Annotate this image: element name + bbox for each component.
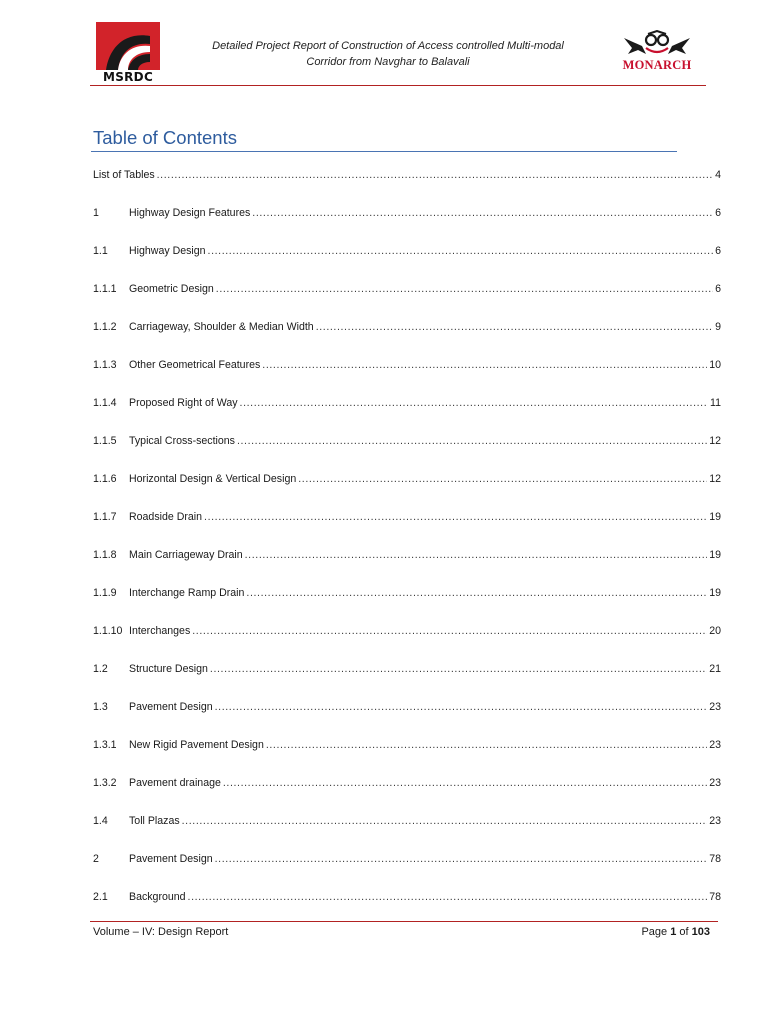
toc-entry-title[interactable]: Pavement drainage (129, 777, 221, 789)
toc-entry[interactable] (93, 774, 721, 812)
toc-entry-page[interactable]: 19 (709, 587, 721, 599)
toc-entry[interactable] (93, 204, 721, 242)
toc-entry-page[interactable]: 20 (709, 625, 721, 637)
toc-dot-leader (208, 242, 714, 260)
toc-entry-number: 1.1.7 (93, 511, 117, 523)
monarch-logo-text: MONARCH (622, 58, 692, 72)
toc-entry[interactable] (93, 242, 721, 280)
msrdc-logo (96, 22, 160, 84)
toc-entry-page[interactable]: 6 (715, 283, 721, 295)
header-title-line2: Corridor from Navghar to Balavali (306, 56, 470, 68)
toc-heading: Table of Contents (93, 127, 237, 148)
toc-entry[interactable] (93, 622, 721, 660)
header-divider (90, 85, 706, 86)
toc-dot-leader (215, 850, 708, 868)
footer-page-total: 103 (691, 926, 710, 938)
toc-entry-page[interactable]: 78 (709, 853, 721, 865)
footer-page-current: 1 (670, 926, 677, 938)
toc-entry-page[interactable]: 19 (709, 549, 721, 561)
toc-entry[interactable] (93, 850, 721, 888)
footer-page-of: of (679, 926, 689, 938)
toc-entry-title[interactable]: Toll Plazas (129, 815, 180, 827)
toc-entry-title[interactable]: Pavement Design (129, 701, 213, 713)
toc-entry-page[interactable]: 23 (709, 777, 721, 789)
toc-entry[interactable] (93, 660, 721, 698)
toc-entry-page[interactable]: 19 (709, 511, 721, 523)
toc-entry-title[interactable]: Proposed Right of Way (129, 397, 238, 409)
toc-entry-number: 1 (93, 207, 99, 219)
toc-entry-page[interactable]: 23 (709, 701, 721, 713)
toc-entry-title[interactable]: Horizontal Design & Vertical Design (129, 473, 297, 485)
footer-page-label: Page (641, 926, 668, 938)
toc-entry-number: 1.1.5 (93, 435, 117, 447)
toc-dot-leader (262, 356, 707, 374)
monarch-logo (618, 30, 696, 74)
toc-entry-title[interactable]: Roadside Drain (129, 511, 203, 523)
toc-entry-title[interactable]: Interchanges (129, 625, 191, 637)
toc-entry-title[interactable]: Highway Design Features (129, 207, 251, 219)
toc-dot-leader (316, 318, 713, 336)
toc-entry-page[interactable]: 23 (709, 815, 721, 827)
toc-entry[interactable] (93, 812, 721, 850)
toc-entry-page[interactable]: 11 (710, 397, 721, 409)
toc-entry-page[interactable]: 10 (709, 359, 721, 371)
toc-entry-number: 1.1 (93, 245, 108, 257)
toc-dot-leader (188, 888, 708, 906)
toc-entry-title[interactable]: Structure Design (129, 663, 208, 675)
toc-entry[interactable] (93, 736, 721, 774)
toc-entry-number: 1.3.1 (93, 739, 117, 751)
toc-entry-number: 1.1.1 (93, 283, 117, 295)
monarch-emblem-icon (618, 30, 696, 58)
toc-dot-leader (215, 698, 708, 716)
toc-dot-leader (192, 622, 707, 640)
toc-entry-page[interactable]: 4 (715, 169, 721, 181)
toc-entry-title[interactable]: Carriageway, Shoulder & Median Width (129, 321, 314, 333)
toc-entry-number: 1.1.3 (93, 359, 117, 371)
msrdc-logo-mark (96, 22, 160, 70)
toc-entry-number: 1.1.8 (93, 549, 117, 561)
toc-entry[interactable] (93, 508, 721, 546)
footer-divider (90, 921, 718, 922)
toc-dot-leader (204, 508, 707, 526)
toc-entry-title[interactable]: Typical Cross-sections (129, 435, 235, 447)
toc-entry-page[interactable]: 9 (715, 321, 721, 333)
toc-entry-title[interactable]: Background (129, 891, 186, 903)
toc-entry-title[interactable]: Other Geometrical Features (129, 359, 261, 371)
toc-entry-number: 2.1 (93, 891, 108, 903)
toc-entry[interactable] (93, 546, 721, 584)
toc-dot-leader (240, 394, 708, 412)
toc-entry-number: 2 (93, 853, 99, 865)
toc-entry-number: 1.3.2 (93, 777, 117, 789)
toc-dot-leader (252, 204, 713, 222)
toc-entry-number: 1.1.2 (93, 321, 117, 333)
toc-entry-number: 1.1.9 (93, 587, 117, 599)
toc-dot-leader (157, 166, 713, 184)
toc-entry-title[interactable]: List of Tables (93, 169, 155, 181)
toc-entry-page[interactable]: 6 (715, 207, 721, 219)
toc-entry-number: 1.4 (93, 815, 108, 827)
toc-dot-leader (223, 774, 707, 792)
toc-entry-number: 1.1.6 (93, 473, 117, 485)
toc-entry[interactable] (93, 318, 721, 356)
toc-entry[interactable] (93, 394, 721, 432)
toc-entry-page[interactable]: 78 (709, 891, 721, 903)
toc-dot-leader (266, 736, 707, 754)
toc-entry-page[interactable]: 12 (709, 473, 721, 485)
toc-dot-leader (246, 584, 707, 602)
toc-entry[interactable] (93, 584, 721, 622)
toc-entry-title[interactable]: Highway Design (129, 245, 206, 257)
toc-dot-leader (298, 470, 707, 488)
toc-entry-page[interactable]: 23 (709, 739, 721, 751)
toc-entry[interactable] (93, 470, 721, 508)
toc-entry-title[interactable]: Main Carriageway Drain (129, 549, 243, 561)
toc-entry[interactable] (93, 166, 721, 204)
toc-entry[interactable] (93, 432, 721, 470)
document-header-title (170, 38, 606, 70)
toc-entry-number: 1.3 (93, 701, 108, 713)
toc-entry-title[interactable]: Interchange Ramp Drain (129, 587, 245, 599)
toc-dot-leader (216, 280, 713, 298)
toc-list (93, 166, 721, 926)
toc-entry-title[interactable]: Geometric Design (129, 283, 214, 295)
page-header (0, 0, 768, 90)
footer-page-number (560, 926, 710, 938)
toc-entry[interactable] (93, 356, 721, 394)
header-title-line1: Detailed Project Report of Construction of Access controlled Multi-modal (212, 40, 564, 52)
toc-entry-number: 1.1.4 (93, 397, 117, 409)
toc-entry[interactable] (93, 698, 721, 736)
footer-volume-label: Volume – IV: Design Report (93, 926, 229, 938)
toc-dot-leader (182, 812, 708, 830)
toc-entry-page[interactable]: 6 (715, 245, 721, 257)
toc-heading-underline (91, 151, 677, 152)
toc-entry-number: 1.2 (93, 663, 108, 675)
toc-entry[interactable] (93, 280, 721, 318)
toc-dot-leader (245, 546, 708, 564)
toc-dot-leader (237, 432, 707, 450)
msrdc-logo-text: MSRDC (102, 70, 154, 84)
toc-entry-title[interactable]: Pavement Design (129, 853, 213, 865)
toc-entry-page[interactable]: 12 (709, 435, 721, 447)
toc-dot-leader (210, 660, 707, 678)
toc-entry-number: 1.1.10 (93, 625, 123, 637)
toc-entry-page[interactable]: 21 (709, 663, 721, 675)
toc-entry-title[interactable]: New Rigid Pavement Design (129, 739, 264, 751)
